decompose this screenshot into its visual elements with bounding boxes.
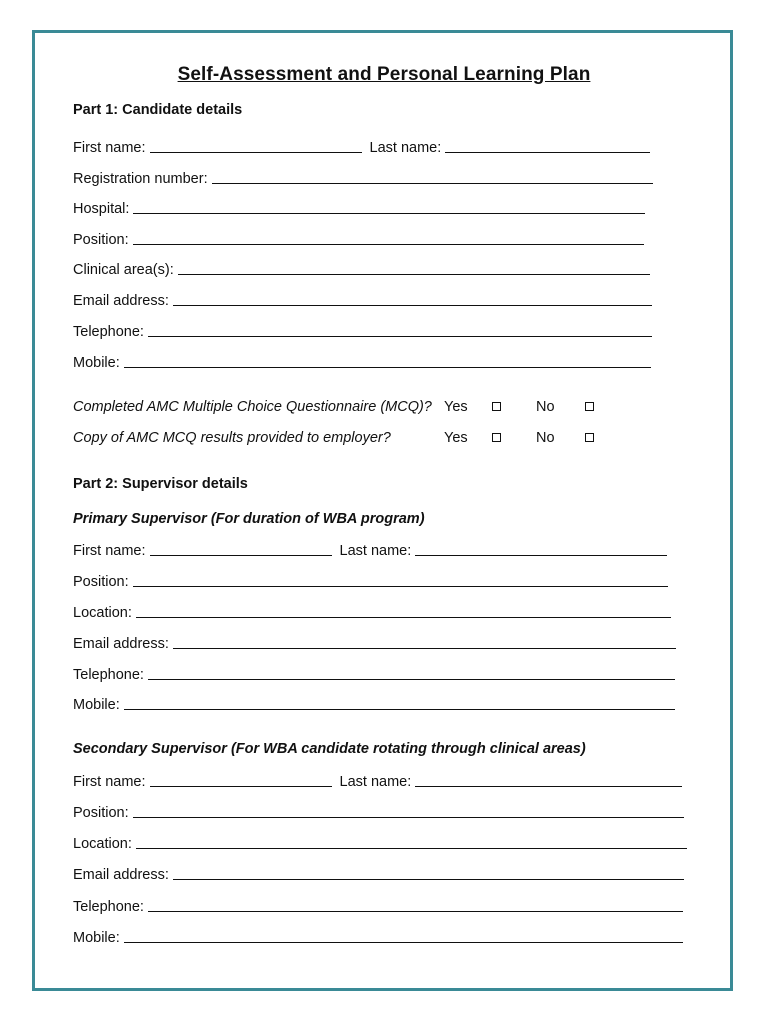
secondary-name-row bbox=[73, 772, 682, 790]
candidate-first-name-label: First name: bbox=[73, 140, 146, 156]
candidate-email-row bbox=[73, 291, 652, 309]
secondary-last-name-label: Last name: bbox=[339, 774, 412, 790]
candidate-mobile-row bbox=[73, 353, 651, 371]
secondary-email-field[interactable] bbox=[173, 879, 684, 880]
registration-row bbox=[73, 169, 653, 187]
mcq-results-question bbox=[73, 430, 633, 448]
mcq-completed-no-checkbox[interactable] bbox=[585, 402, 594, 411]
primary-mobile-label: Mobile: bbox=[73, 697, 120, 713]
clinical-area-field[interactable] bbox=[178, 274, 650, 275]
secondary-email-label: Email address: bbox=[73, 867, 169, 883]
candidate-telephone-label: Telephone: bbox=[73, 324, 144, 340]
clinical-area-label: Clinical area(s): bbox=[73, 262, 174, 278]
mcq-completed-text: Completed AMC Multiple Choice Questionnaire (MCQ)? bbox=[73, 399, 432, 415]
part2-heading: Part 2: Supervisor details bbox=[73, 476, 248, 492]
candidate-email-label: Email address: bbox=[73, 293, 169, 309]
secondary-position-field[interactable] bbox=[133, 817, 684, 818]
registration-field[interactable] bbox=[212, 183, 653, 184]
secondary-telephone-field[interactable] bbox=[148, 911, 683, 912]
mcq-results-text: Copy of AMC MCQ results provided to employer? bbox=[73, 430, 391, 446]
candidate-last-name-field[interactable] bbox=[445, 152, 650, 153]
secondary-position-label: Position: bbox=[73, 805, 129, 821]
primary-supervisor-heading: Primary Supervisor (For duration of WBA program) bbox=[73, 511, 425, 527]
part1-heading: Part 1: Candidate details bbox=[73, 102, 243, 118]
primary-name-row bbox=[73, 541, 667, 559]
clinical-area-row bbox=[73, 260, 650, 278]
secondary-last-name-field[interactable] bbox=[415, 786, 682, 787]
candidate-telephone-field[interactable] bbox=[148, 336, 652, 337]
candidate-position-label: Position: bbox=[73, 232, 129, 248]
primary-last-name-field[interactable] bbox=[415, 555, 667, 556]
candidate-position-field[interactable] bbox=[133, 244, 644, 245]
registration-label: Registration number: bbox=[73, 171, 208, 187]
candidate-mobile-field[interactable] bbox=[124, 367, 651, 368]
hospital-label: Hospital: bbox=[73, 201, 130, 217]
secondary-mobile-row bbox=[73, 928, 683, 946]
mcq-completed-yes-label: Yes bbox=[444, 399, 468, 415]
primary-email-field[interactable] bbox=[173, 648, 676, 649]
mcq-results-yes-checkbox[interactable] bbox=[492, 433, 501, 442]
mcq-results-no-label: No bbox=[536, 430, 555, 446]
primary-position-label: Position: bbox=[73, 574, 129, 590]
primary-first-name-field[interactable] bbox=[150, 555, 332, 556]
primary-mobile-field[interactable] bbox=[124, 709, 675, 710]
mcq-results-yes-label: Yes bbox=[444, 430, 468, 446]
primary-location-row bbox=[73, 603, 671, 621]
page-title: Self-Assessment and Personal Learning Plan bbox=[177, 64, 591, 85]
primary-telephone-row bbox=[73, 665, 675, 683]
secondary-email-row bbox=[73, 865, 684, 883]
primary-position-field[interactable] bbox=[133, 586, 668, 587]
primary-telephone-field[interactable] bbox=[148, 679, 675, 680]
mcq-completed-no-label: No bbox=[536, 399, 555, 415]
candidate-mobile-label: Mobile: bbox=[73, 355, 120, 371]
secondary-mobile-field[interactable] bbox=[124, 942, 683, 943]
candidate-name-row bbox=[73, 138, 650, 156]
primary-location-label: Location: bbox=[73, 605, 132, 621]
primary-first-name-label: First name: bbox=[73, 543, 146, 559]
primary-mobile-row bbox=[73, 695, 675, 713]
primary-last-name-label: Last name: bbox=[339, 543, 412, 559]
secondary-telephone-label: Telephone: bbox=[73, 899, 144, 915]
candidate-email-field[interactable] bbox=[173, 305, 652, 306]
primary-location-field[interactable] bbox=[136, 617, 671, 618]
mcq-results-no-checkbox[interactable] bbox=[585, 433, 594, 442]
primary-position-row bbox=[73, 572, 668, 590]
secondary-first-name-field[interactable] bbox=[150, 786, 332, 787]
secondary-mobile-label: Mobile: bbox=[73, 930, 120, 946]
secondary-location-field[interactable] bbox=[136, 848, 687, 849]
primary-email-label: Email address: bbox=[73, 636, 169, 652]
mcq-completed-yes-checkbox[interactable] bbox=[492, 402, 501, 411]
secondary-first-name-label: First name: bbox=[73, 774, 146, 790]
secondary-supervisor-heading: Secondary Supervisor (For WBA candidate rotating through clinical areas) bbox=[73, 741, 586, 757]
secondary-location-row bbox=[73, 834, 687, 852]
secondary-telephone-row bbox=[73, 897, 683, 915]
hospital-row bbox=[73, 199, 645, 217]
candidate-first-name-field[interactable] bbox=[150, 152, 362, 153]
mcq-completed-question bbox=[73, 399, 633, 417]
hospital-field[interactable] bbox=[133, 213, 645, 214]
candidate-last-name-label: Last name: bbox=[369, 140, 442, 156]
secondary-location-label: Location: bbox=[73, 836, 132, 852]
candidate-telephone-row bbox=[73, 322, 652, 340]
primary-email-row bbox=[73, 634, 676, 652]
primary-telephone-label: Telephone: bbox=[73, 667, 144, 683]
secondary-position-row bbox=[73, 803, 684, 821]
candidate-position-row bbox=[73, 230, 644, 248]
